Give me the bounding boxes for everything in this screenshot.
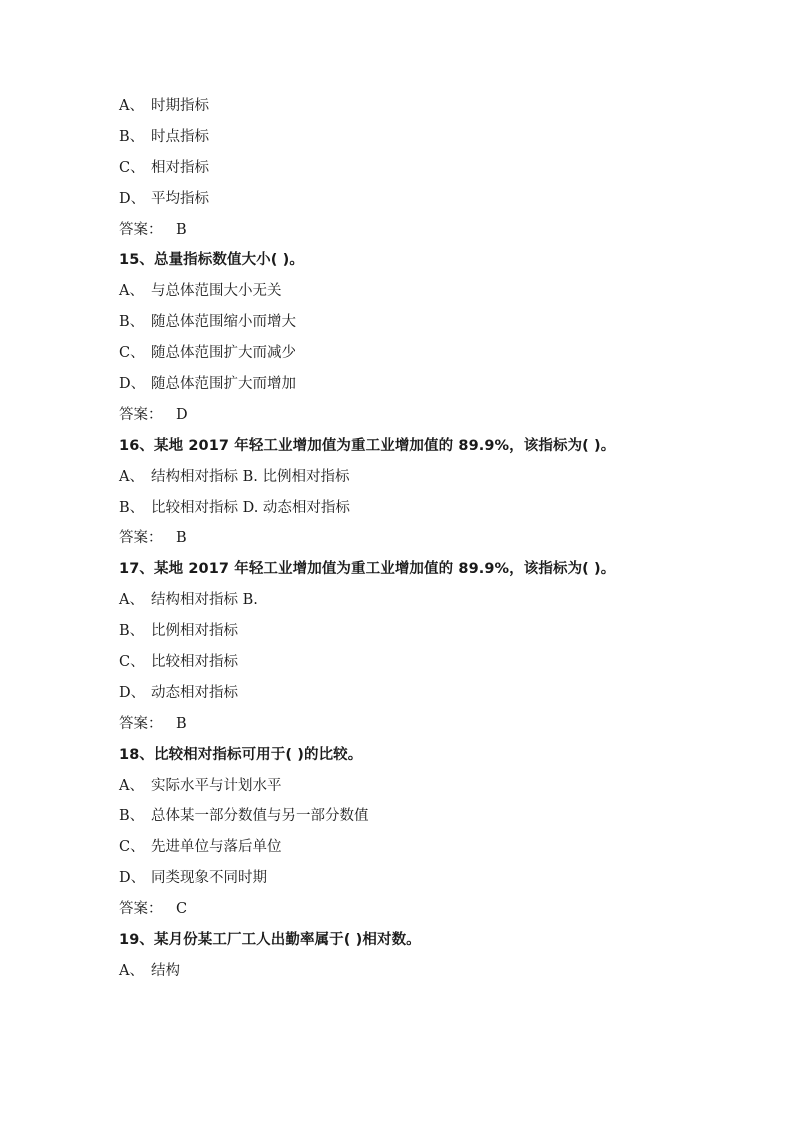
answer-label: 答案： [119, 406, 163, 423]
option-text: 结构相对指标 B. [151, 592, 258, 609]
option-text: 时点指标 [151, 128, 209, 145]
answer-label: 答案： [119, 530, 163, 547]
answer-option [119, 157, 719, 188]
option-text: 先进单位与落后单位 [151, 839, 282, 856]
question-title: 17、某地 2017 年轻工业增加值为重工业增加值的 89.9%，该指标为( )。 [119, 561, 616, 578]
answer-value: D [176, 406, 188, 423]
option-letter: A、 [119, 777, 144, 794]
answer-value: C [176, 901, 188, 918]
answer-option [119, 651, 719, 682]
answer-option [119, 620, 719, 651]
answer-option [119, 280, 719, 311]
option-text: 总体某一部分数值与另一部分数值 [151, 808, 369, 825]
option-letter: A、 [119, 962, 144, 979]
answer-line [119, 713, 719, 744]
option-letter: A、 [119, 592, 144, 609]
question-title: 16、某地 2017 年轻工业增加值为重工业增加值的 89.9%，该指标为( )。 [119, 437, 616, 454]
option-letter: A、 [119, 468, 144, 485]
answer-option [119, 682, 719, 713]
answer-option [119, 466, 719, 497]
answer-line [119, 219, 719, 250]
option-text: 实际水平与计划水平 [151, 777, 282, 794]
answer-label: 答案： [119, 715, 163, 732]
option-text: 动态相对指标 [151, 684, 238, 701]
option-letter: A、 [119, 283, 144, 300]
option-text: 结构 [151, 962, 180, 979]
answer-option [119, 775, 719, 806]
option-text: 随总体范围缩小而增大 [151, 314, 296, 331]
answer-option [119, 589, 719, 620]
option-letter: D、 [119, 684, 146, 701]
answer-option [119, 342, 719, 373]
option-text: 与总体范围大小无关 [151, 283, 282, 300]
option-text: 平均指标 [151, 190, 209, 207]
option-letter: C、 [119, 654, 145, 671]
answer-option [119, 960, 719, 991]
answer-value: B [176, 530, 187, 547]
option-letter: B、 [119, 808, 145, 825]
answer-option [119, 188, 719, 219]
answer-label: 答案： [119, 901, 163, 918]
option-letter: C、 [119, 345, 145, 362]
answer-option [119, 805, 719, 836]
answer-line [119, 527, 719, 558]
answer-value: B [176, 715, 187, 732]
option-text: 相对指标 [151, 159, 209, 176]
option-letter: B、 [119, 623, 145, 640]
option-text: 随总体范围扩大而增加 [151, 376, 296, 393]
option-letter: B、 [119, 128, 145, 145]
option-text: 比较相对指标 [151, 654, 238, 671]
answer-option [119, 126, 719, 157]
answer-label: 答案： [119, 221, 163, 238]
option-letter: D、 [119, 190, 146, 207]
answer-option [119, 836, 719, 867]
option-letter: C、 [119, 839, 145, 856]
option-letter: D、 [119, 376, 146, 393]
answer-option [119, 373, 719, 404]
answer-value: B [176, 221, 187, 238]
option-letter: C、 [119, 159, 145, 176]
question-title: 18、比较相对指标可用于( )的比较。 [119, 746, 363, 763]
question-title: 15、总量指标数值大小( )。 [119, 252, 304, 269]
option-text: 同类现象不同时期 [151, 870, 267, 887]
option-text: 比例相对指标 [151, 623, 238, 640]
question-title: 19、某月份某工厂工人出勤率属于( )相对数。 [119, 932, 421, 949]
option-letter: D、 [119, 870, 146, 887]
answer-option [119, 311, 719, 342]
option-text: 时期指标 [151, 98, 209, 114]
option-text: 结构相对指标 B. 比例相对指标 [151, 468, 350, 485]
question-list [119, 95, 719, 991]
option-letter: A、 [119, 98, 144, 114]
option-text: 比较相对指标 D. 动态相对指标 [151, 499, 350, 516]
answer-option [119, 95, 719, 126]
answer-option [119, 867, 719, 898]
answer-line [119, 404, 719, 435]
answer-option [119, 497, 719, 528]
option-letter: B、 [119, 499, 145, 516]
answer-line [119, 898, 719, 929]
option-letter: B、 [119, 314, 145, 331]
option-text: 随总体范围扩大而减少 [151, 345, 296, 362]
